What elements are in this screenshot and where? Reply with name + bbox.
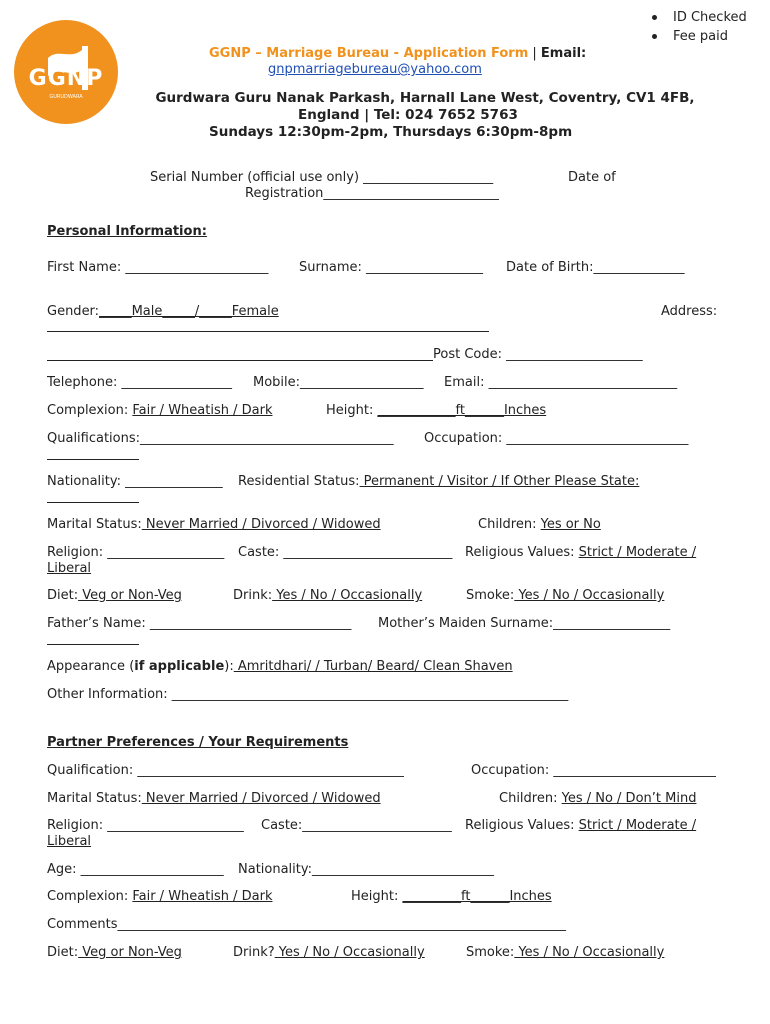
partner-caste-field[interactable]: Caste:_______________________ [261,818,452,833]
partner-drink-field[interactable]: Drink? Yes / No / Occasionally [233,945,425,960]
children-options[interactable]: Yes or No [540,517,601,532]
partner-religion-field[interactable]: Religion: _____________________ [47,818,244,833]
partner-qualification-field[interactable]: Qualification: _________________________________________ [47,763,404,778]
partner-nationality-field[interactable]: Nationality:____________________________ [238,862,495,877]
partner-diet-field[interactable]: Diet: Veg or Non-Veg [47,945,182,960]
mother-surname-continuation-line[interactable] [47,644,139,645]
residential-other-line[interactable] [47,502,139,503]
smoke-field[interactable]: Smoke: Yes / No / Occasionally [466,588,665,603]
complexion-options[interactable]: Fair / Wheatish / Dark [132,403,273,418]
address-line-1-field[interactable] [47,331,489,332]
address-line-2-field[interactable] [47,360,433,361]
checklist-item: ID Checked [652,10,747,29]
partner-height-field[interactable]: Height: _________ft______Inches [351,889,552,904]
form-title-line: GGNP – Marriage Bureau - Application Form | Email: [209,46,587,61]
partner-children-options[interactable]: Yes / No / Don’t Mind [561,791,697,806]
partner-age-field[interactable]: Age: ______________________ [47,862,224,877]
date-of-birth-field[interactable]: Date of Birth:______________ [506,260,685,275]
residential-options[interactable]: Permanent / Visitor / If Other Please State: [359,474,640,489]
ggnp-logo: GGNP GURUDWARA [14,20,118,124]
children-field[interactable]: Children: Yes or No [478,517,601,532]
bullet-icon [652,34,657,39]
partner-children-field[interactable]: Children: Yes / No / Don’t Mind [499,791,697,806]
mother-maiden-surname-field[interactable]: Mother’s Maiden Surname:__________________ [378,616,671,631]
qualifications-field[interactable]: Qualifications:_______________________________________ [47,431,394,446]
nationality-field[interactable]: Nationality: _______________ [47,474,223,489]
father-name-field[interactable]: Father’s Name: _______________________________ [47,616,352,631]
form-title: GGNP – Marriage Bureau - Application Form [209,46,529,61]
partner-drink-options[interactable]: Yes / No / Occasionally [274,945,425,960]
checklist-item: Fee paid [652,29,747,48]
partner-complexion-field[interactable]: Complexion: Fair / Wheatish / Dark [47,889,273,904]
address-line-1: Gurdwara Guru Nanak Parkash, Harnall Lane West, Coventry, CV1 4FB, [155,90,695,106]
opening-hours: Sundays 12:30pm-2pm, Thursdays 6:30pm-8pm [209,124,573,140]
height-field[interactable]: Height: ____________ft______Inches [326,403,547,418]
mobile-field[interactable]: Mobile:___________________ [253,375,424,390]
partner-occupation-field[interactable]: Occupation: _________________________ [471,763,716,778]
bullet-icon [652,15,657,20]
surname-field[interactable]: Surname: __________________ [299,260,483,275]
date-of-label: Date of [568,170,616,185]
partner-preferences-heading: Partner Preferences / Your Requirements [47,735,349,750]
appearance-field[interactable]: Appearance (if applicable): Amritdhari/ / Turban/ Beard/ Clean Shaven [47,659,513,674]
gender-options[interactable]: _____Male_____/_____Female [99,304,279,319]
postcode-field[interactable]: Post Code: _____________________ [433,347,643,362]
personal-info-heading: Personal Information: [47,224,207,239]
smoke-options[interactable]: Yes / No / Occasionally [514,588,665,603]
residential-status-field[interactable]: Residential Status: Permanent / Visitor / If Other Please State: [238,474,640,489]
marital-status-field[interactable]: Marital Status: Never Married / Divorced / Widowed [47,517,381,532]
diet-options[interactable]: Veg or Non-Veg [78,588,182,603]
address-label: Address: [661,304,718,319]
email-field[interactable]: Email: _____________________________ [444,375,678,390]
marital-options[interactable]: Never Married / Divorced / Widowed [141,517,381,532]
registration-date-field[interactable]: Registration___________________________ [245,186,499,201]
gender-field[interactable]: Gender:_____Male_____/_____Female [47,304,279,319]
diet-field[interactable]: Diet: Veg or Non-Veg [47,588,182,603]
drink-options[interactable]: Yes / No / Occasionally [272,588,423,603]
address-line-2: England | Tel: 024 7652 5763 [298,107,518,123]
occupation-continuation-line[interactable] [47,459,139,460]
email-link[interactable]: gnpmarriagebureau@yahoo.com [268,62,482,77]
drink-field[interactable]: Drink: Yes / No / Occasionally [233,588,423,603]
religious-values-field[interactable]: Religious Values: Strict / Moderate / [465,545,697,560]
appearance-options[interactable]: Amritdhari/ / Turban/ Beard/ Clean Shaven [233,659,513,674]
office-checklist [652,10,747,48]
partner-religious-values-options-cont[interactable]: Liberal [47,834,92,849]
email-label: Email: [540,46,587,61]
religious-values-options[interactable]: Strict / Moderate / [578,545,697,560]
religion-field[interactable]: Religion: __________________ [47,545,225,560]
partner-marital-status-field[interactable]: Marital Status: Never Married / Divorced / Widowed [47,791,381,806]
partner-religious-values-options[interactable]: Strict / Moderate / [578,818,697,833]
partner-smoke-options[interactable]: Yes / No / Occasionally [514,945,665,960]
serial-number-field[interactable]: Serial Number (official use only) ____________________ [150,170,494,185]
first-name-field[interactable]: First Name: ______________________ [47,260,269,275]
partner-marital-options[interactable]: Never Married / Divorced / Widowed [141,791,381,806]
telephone-field[interactable]: Telephone: _________________ [47,375,233,390]
occupation-field[interactable]: Occupation: ____________________________ [424,431,689,446]
complexion-field[interactable]: Complexion: Fair / Wheatish / Dark [47,403,273,418]
religious-values-options-cont[interactable]: Liberal [47,561,92,576]
partner-diet-options[interactable]: Veg or Non-Veg [78,945,182,960]
caste-field[interactable]: Caste: __________________________ [238,545,453,560]
partner-comments-field[interactable]: Comments_____________________________________________________________________ [47,917,566,932]
partner-religious-values-field[interactable]: Religious Values: Strict / Moderate / [465,818,697,833]
other-information-field[interactable]: Other Information: _____________________________________________________________ [47,687,569,702]
partner-complexion-options[interactable]: Fair / Wheatish / Dark [132,889,273,904]
partner-smoke-field[interactable]: Smoke: Yes / No / Occasionally [466,945,665,960]
